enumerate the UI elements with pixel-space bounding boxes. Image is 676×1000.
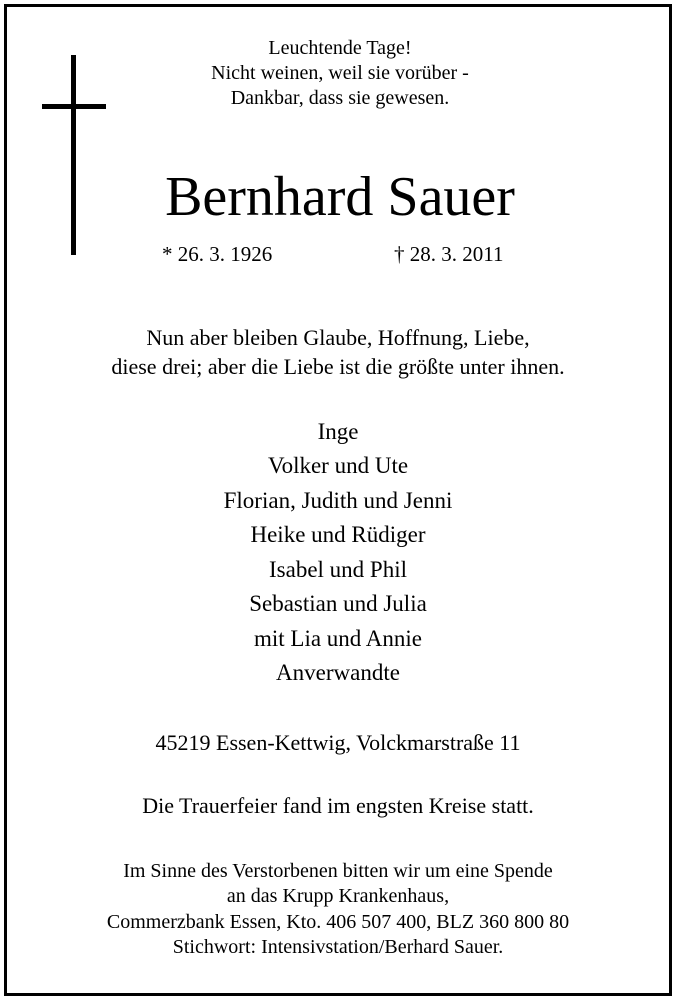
poem-line: Leuchtende Tage! [268,37,412,59]
mourner-name: Sebastian und Julia [249,591,427,616]
address: 45219 Essen-Kettwig, Volckmarstraße 11 [155,730,521,755]
donation-line: Stichwort: Intensivstation/Berhard Sauer. [172,936,504,958]
mourner-name: Heike und Rüdiger [250,522,426,547]
mourner-name: Florian, Judith und Jenni [223,488,453,513]
donation-line: Commerzbank Essen, Kto. 406 507 400, BLZ 360 800 80 [106,911,570,933]
death-date: † 28. 3. 2011 [394,242,504,266]
donation-line: an das Krupp Krankenhaus, [226,885,450,907]
verse-line: Nun aber bleiben Glaube, Hoffnung, Liebe, [146,325,530,350]
poem-line: Nicht weinen, weil sie vorüber - [211,62,469,84]
mourner-name: Inge [317,419,359,444]
donation-line: Im Sinne des Verstorbenen bitten wir um eine Spende [123,860,553,882]
mourner-name: Anverwandte [276,660,400,685]
mourner-name: Isabel und Phil [269,557,407,582]
birth-date: * 26. 3. 1926 [162,242,273,266]
funeral-note: Die Trauerfeier fand im engsten Kreise statt. [142,793,534,818]
verse-line: diese drei; aber die Liebe ist die größte unter ihnen. [111,354,565,379]
deceased-name: Bernhard Sauer [165,166,515,228]
poem-line: Dankbar, dass sie gewesen. [230,87,450,109]
mourner-name: Volker und Ute [267,453,409,478]
mourner-name: mit Lia und Annie [253,626,422,651]
